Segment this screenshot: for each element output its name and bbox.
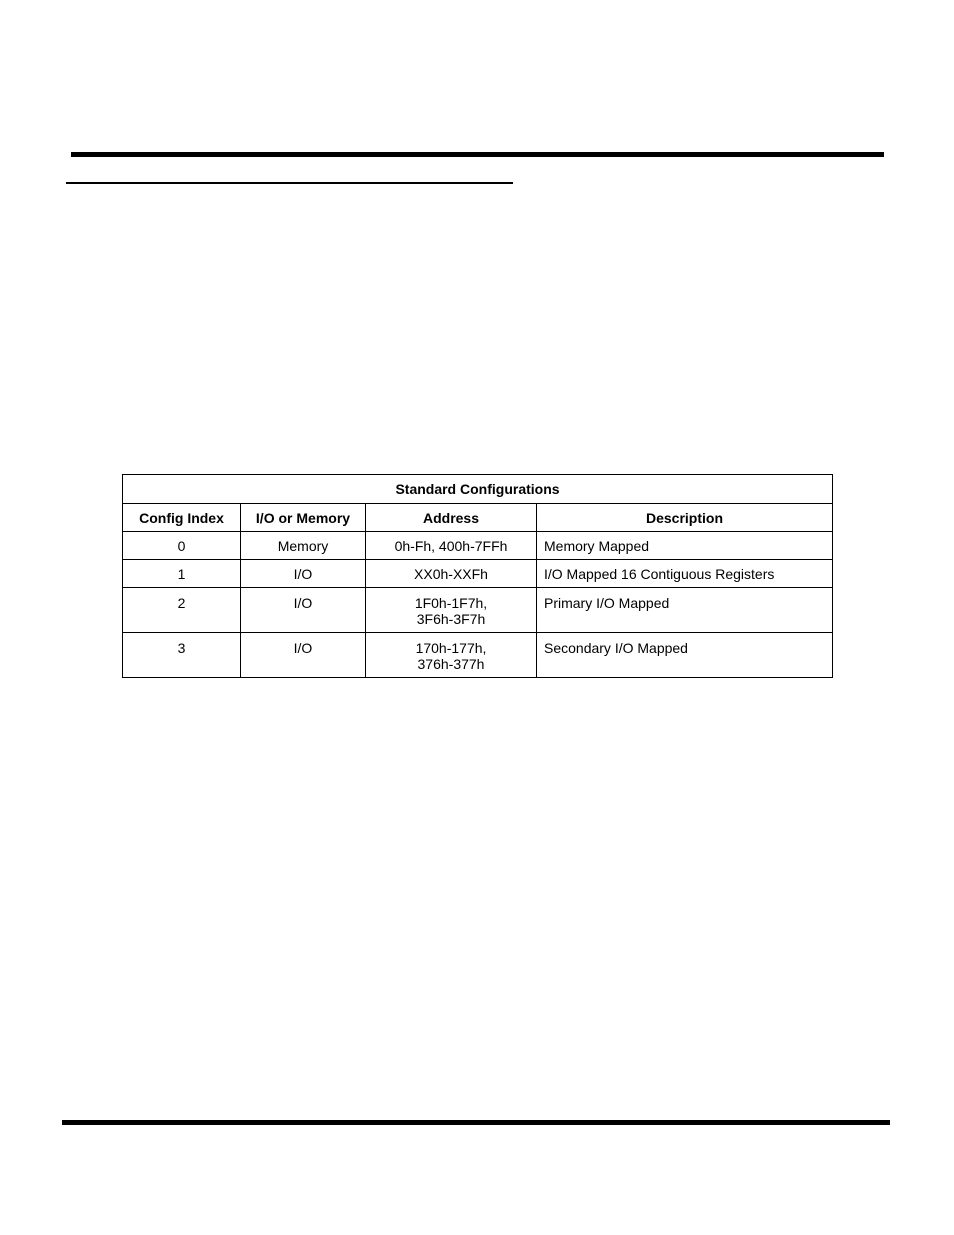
- header-rule: [71, 152, 884, 157]
- address-cell: [366, 532, 537, 560]
- description-cell: Memory Mapped: [537, 532, 833, 560]
- config-index-cell: 3: [123, 633, 241, 678]
- column-header-address: Address: [366, 504, 537, 532]
- table-row: [123, 532, 833, 560]
- footer-rule: [62, 1120, 890, 1125]
- address-line: 3F6h-3F7h: [416, 611, 486, 627]
- type-cell: I/O: [241, 560, 366, 588]
- table-title: Standard Configurations: [123, 475, 833, 504]
- config-index-cell: 0: [123, 532, 241, 560]
- address-line: 376h-377h: [417, 656, 485, 672]
- table-row: [123, 588, 833, 633]
- address-line: XX0h-XXFh: [414, 566, 488, 582]
- table-title-row: [123, 475, 833, 504]
- standard-configurations-table: [122, 474, 833, 678]
- type-cell: I/O: [241, 588, 366, 633]
- column-header-io-or-memory: I/O or Memory: [241, 504, 366, 532]
- address-cell: [366, 588, 537, 633]
- address-cell: [366, 560, 537, 588]
- type-cell: Memory: [241, 532, 366, 560]
- table-header-row: [123, 504, 833, 532]
- column-header-description: Description: [537, 504, 833, 532]
- config-index-cell: 1: [123, 560, 241, 588]
- table-row: [123, 560, 833, 588]
- address-line: 170h-177h,: [415, 640, 487, 656]
- column-header-config-index: Config Index: [123, 504, 241, 532]
- description-cell: Primary I/O Mapped: [537, 588, 833, 633]
- address-line: 1F0h-1F7h,: [414, 595, 488, 611]
- table-row: [123, 633, 833, 678]
- type-cell: I/O: [241, 633, 366, 678]
- description-cell: Secondary I/O Mapped: [537, 633, 833, 678]
- section-rule: [66, 182, 513, 184]
- address-line: 0h-Fh, 400h-7FFh: [394, 538, 508, 554]
- address-cell: [366, 633, 537, 678]
- description-cell: I/O Mapped 16 Contiguous Registers: [537, 560, 833, 588]
- config-index-cell: 2: [123, 588, 241, 633]
